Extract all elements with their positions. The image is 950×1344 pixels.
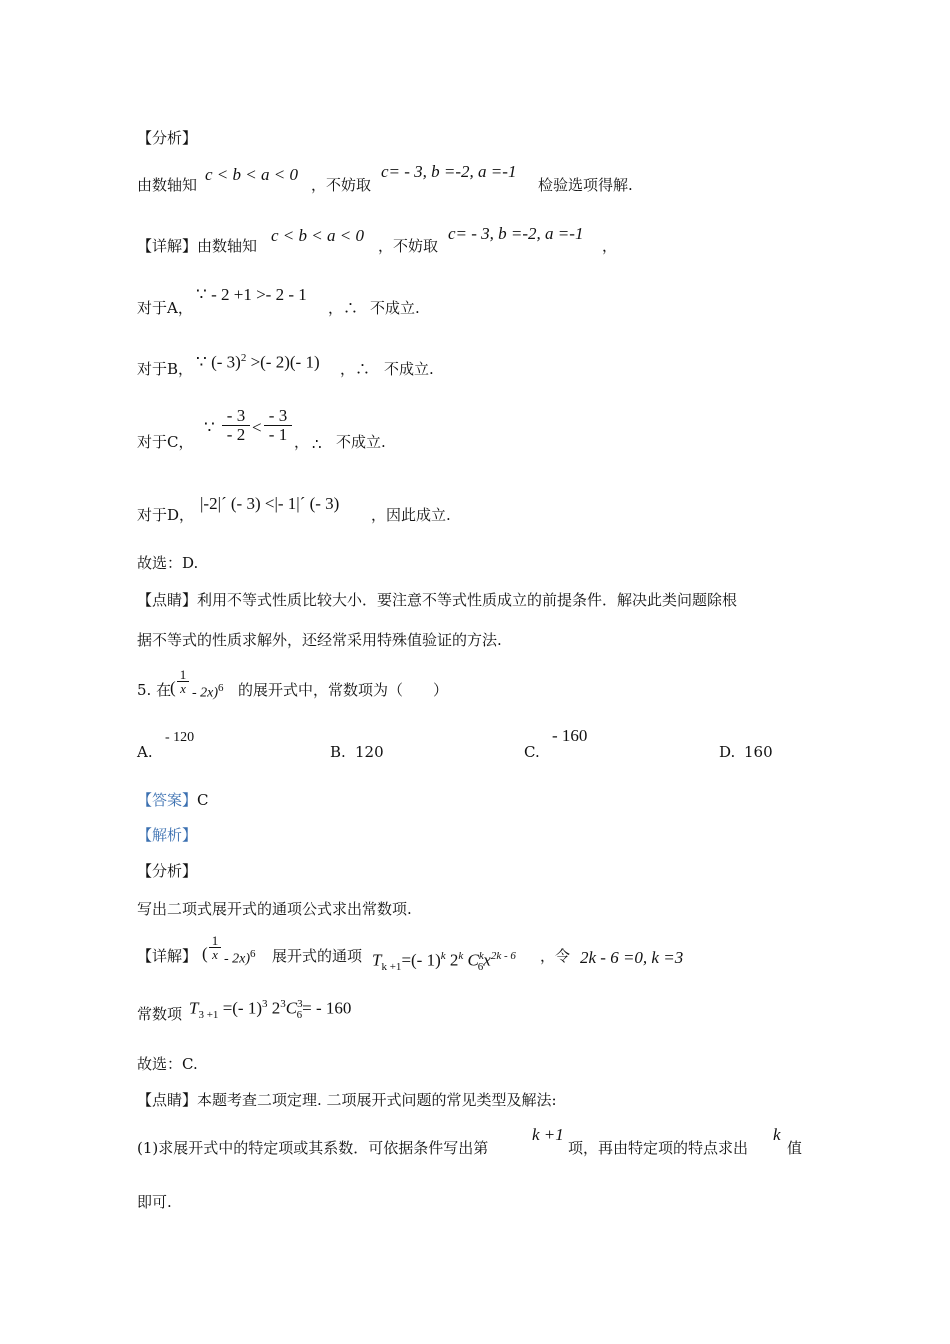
case-a-math: ∵ - 2 +1 >- 2 - 1 <box>196 285 307 304</box>
case-c-fraction-1: - 3 - 2 <box>222 407 250 444</box>
remark-line-1: 【点睛】利用不等式性质比较大小．要注意不等式性质成立的前提条件．解决此类问题除根 <box>137 591 738 609</box>
case-a-label: 对于A， <box>137 299 193 317</box>
condition-math: 2k - 6 =0, k =3 <box>580 948 684 967</box>
detail-text-mid: ，不妨取 <box>378 237 439 255</box>
analysis-text-mid: ，不妨取 <box>311 176 372 194</box>
option-c-value: - 160 <box>552 726 588 745</box>
case-c-label: 对于C， <box>137 433 194 451</box>
remark-2: 【点睛】本题考查二项定理. 二项展开式问题的常见类型及解法: <box>137 1091 557 1109</box>
analysis-text-post: 检验选项得解. <box>538 176 633 194</box>
option-b-label: B. <box>330 743 346 761</box>
detail-substitution-math: c= - 3, b =-2, a =-1 <box>448 224 584 243</box>
inequality-math: c < b < a < 0 <box>205 165 298 184</box>
option-b-value: 120 <box>355 743 384 761</box>
case-c-therefore: ∴ <box>312 435 322 453</box>
detail-2-expr: - 2x)$^6$ <box>224 948 256 967</box>
detail-2-fraction: 1 x <box>209 934 221 961</box>
point-1-post: 值 <box>787 1139 803 1157</box>
point-1-k: k <box>773 1125 781 1144</box>
case-c-less-than: < <box>252 418 262 437</box>
case-a-result: 不成立. <box>370 299 420 317</box>
option-d-label: D. <box>719 743 736 761</box>
point-1-end: 即可. <box>137 1193 172 1211</box>
detail-2-open-paren: ( <box>202 944 208 963</box>
detail-text-pre: 【详解】由数轴知 <box>137 237 258 255</box>
case-d-math: |-2|´ (- 3) <|- 1|´ (- 3) <box>200 494 340 513</box>
case-d-label: 对于D， <box>137 506 195 524</box>
question-5-expr: - 2x)$^6$ <box>192 682 224 701</box>
answer-tag: 【答案】 <box>137 791 198 809</box>
detail-inequality-math: c < b < a < 0 <box>271 226 364 245</box>
point-1-pre: (1)求展开式中的特定项或其系数．可依据条件写出第 <box>137 1139 489 1157</box>
case-b-math: ∵ (- 3)$^2$ >(- 2)(- 1) <box>196 352 320 372</box>
case-b-result: 不成立. <box>384 360 434 378</box>
detail-2-ling: ，令 <box>540 947 571 965</box>
point-1-math: k +1 <box>532 1125 564 1144</box>
answer-line <box>137 790 209 810</box>
answer-value: C <box>197 791 209 809</box>
question-5-number: 5. 在 <box>137 681 172 699</box>
substitution-math: c= - 3, b =-2, a =-1 <box>381 162 517 181</box>
choose-d: 故选：D. <box>137 554 199 572</box>
choose-c: 故选：C. <box>137 1055 198 1073</box>
point-1-mid: 项，再由特定项的特点求出 <box>568 1139 749 1157</box>
analysis-heading: 【分析】 <box>137 129 198 147</box>
explanation-tag: 【解析】 <box>137 826 198 844</box>
option-d-value: 160 <box>744 743 773 761</box>
case-c-fraction-2: - 3 - 1 <box>264 407 292 444</box>
case-c-because: ∵ <box>204 418 215 437</box>
remark-line-2: 据不等式的性质求解外，还经常采用特殊值验证的方法. <box>137 631 502 649</box>
case-b-label: 对于B， <box>137 360 194 378</box>
question-5-fraction: 1 x <box>177 668 189 695</box>
case-b-therefore: ，∴ <box>340 360 371 378</box>
detail-2-mid: 展开式的通项 <box>272 947 363 965</box>
analysis-text-pre: 由数轴知 <box>137 176 198 194</box>
analysis-2-heading: 【分析】 <box>137 862 198 880</box>
case-a-therefore: ，∴ <box>328 299 359 317</box>
option-a-label: A. <box>137 743 153 761</box>
option-a-value: - 120 <box>165 730 195 745</box>
case-c-comma: ， <box>294 433 310 451</box>
constant-term-math: $T_{3 +1}$ =(- 1)$^3$ $2^3C^3_6= - 160$ <box>189 998 352 1022</box>
case-d-result: ，因此成立. <box>371 506 451 524</box>
general-term-math: $T_{k +1}=(-$ 1)$^k$ 2$^k$ $C^k_6x^{2k - 6}$ <box>372 950 516 974</box>
detail-2-pre: 【详解】 <box>137 947 198 965</box>
detail-text-post: ， <box>602 237 618 255</box>
question-5-open-paren: ( <box>170 678 176 697</box>
analysis-2-text: 写出二项式展开式的通项公式求出常数项. <box>137 900 412 918</box>
case-c-result: 不成立. <box>336 433 386 451</box>
option-c-label: C. <box>524 743 540 761</box>
constant-term-pre: 常数项 <box>137 1005 183 1023</box>
question-5-text: 的展开式中，常数项为（ ） <box>238 681 449 699</box>
